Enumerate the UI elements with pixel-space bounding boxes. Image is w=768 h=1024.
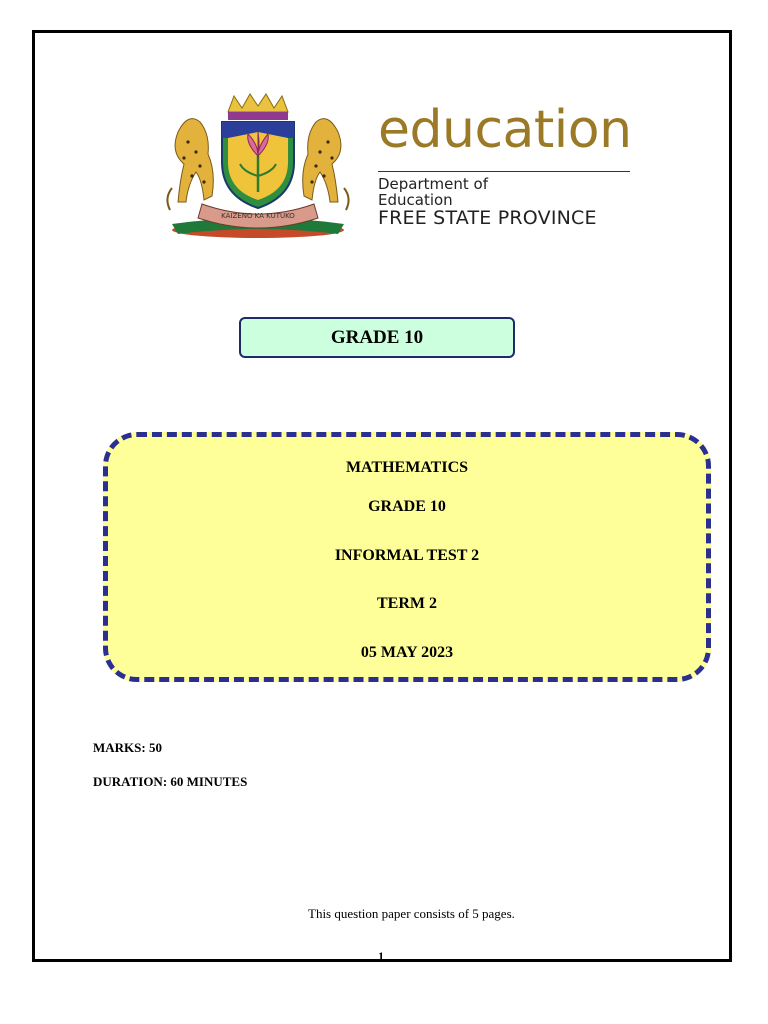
subject-line-term: TERM 2 xyxy=(377,595,437,612)
subject-box xyxy=(103,432,711,682)
brand-divider xyxy=(378,171,630,172)
brand-wordmark: education xyxy=(378,100,632,160)
coat-of-arms-icon xyxy=(158,92,358,242)
page-count-note: This question paper consists of 5 pages. xyxy=(308,906,515,921)
crest-motto: KAIZENO KA KUTUKO xyxy=(221,212,295,220)
dept-line-3: FREE STATE PROVINCE xyxy=(378,207,597,229)
marks-line: MARKS: 50 xyxy=(93,740,162,755)
grade-box: GRADE 10 xyxy=(239,317,515,358)
department-logo xyxy=(158,92,638,242)
duration-line: DURATION: 60 MINUTES xyxy=(93,774,248,789)
page-number: 1 xyxy=(378,949,384,963)
subject-line-date: 05 MAY 2023 xyxy=(360,644,454,661)
dept-line-2: Education xyxy=(378,191,453,209)
subject-line-test: INFORMAL TEST 2 xyxy=(334,547,480,564)
subject-line-title: MATHEMATICS xyxy=(345,459,469,476)
dept-line-1: Department of xyxy=(378,175,488,193)
subject-line-grade: GRADE 10 xyxy=(368,498,446,515)
